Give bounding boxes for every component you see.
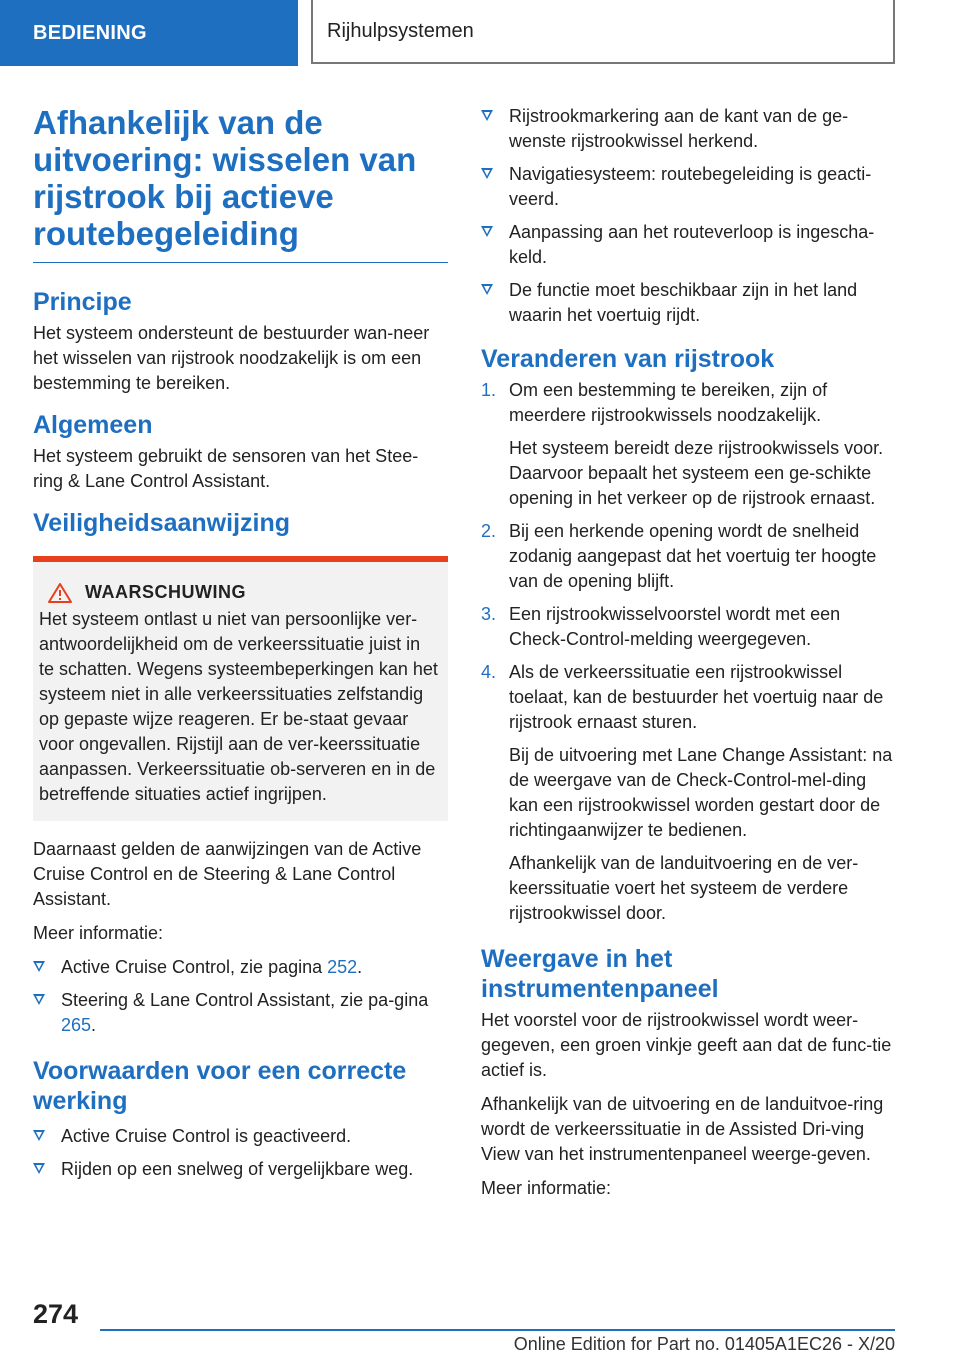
chapter-title[interactable]: Rijhulpsystemen bbox=[311, 0, 895, 64]
triangle-bullet-icon bbox=[481, 168, 493, 179]
weergave-heading: Weergave in het instrumentenpaneel bbox=[481, 945, 719, 1003]
list-item: Rijden op een snelweg of vergelijkbare weg. bbox=[33, 1157, 448, 1182]
voorwaarden-list bbox=[33, 1124, 448, 1182]
triangle-bullet-icon bbox=[481, 226, 493, 237]
step-item: 1. Om een bestemming te bereiken, zijn of meerdere rijstrookwissels noodzakelijk. Het systeem bereidt deze rijstrookwissels voor. Daarvoor bepaalt het systeem een ge-schikte opening in het verkeer op de rijstrook ernaast. bbox=[481, 380, 884, 508]
warning-box bbox=[33, 556, 448, 821]
veranderen-heading: Veranderen van rijstrook bbox=[481, 345, 775, 373]
meer-informatie-label: Meer informatie: bbox=[33, 923, 164, 943]
list-item: Rijstrookmarkering aan de kant van de ge-wenste rijstrookwissel herkend. bbox=[481, 104, 896, 154]
step-item: 4. Als de verkeerssituatie een rijstrookwissel toelaat, kan de bestuurder het voertuig naar de rijstrook ernaast sturen. Bij de uitvoering met Lane Change Assistant: na de weergave van de Check-Control-mel-ding kan een rijstrookwissel worden gestart door de richtingaanwijzer te bedienen. Afhankelijk van de landuitvoering en de ver-keerssituatie voert het systeem de verdere rijstrookwissel door. bbox=[481, 662, 893, 923]
edition-footer: Online Edition for Part no. 01405A1EC26 - X/20 bbox=[513, 1334, 895, 1354]
algemeen-text: Het systeem gebruikt de sensoren van het Stee-ring & Lane Control Assistant. bbox=[33, 446, 419, 491]
left-column bbox=[33, 104, 448, 1194]
triangle-bullet-icon bbox=[33, 1130, 45, 1141]
triangle-bullet-icon bbox=[33, 994, 45, 1005]
page-title: Afhankelijk van de uitvoering: wisselen van rijstrook bij actieve routebegeleiding bbox=[33, 104, 448, 263]
step-number: 4. bbox=[481, 662, 497, 682]
meer-informatie-label: Meer informatie: bbox=[481, 1178, 612, 1198]
page-link-265[interactable]: 265 bbox=[61, 1015, 92, 1035]
algemeen-section bbox=[33, 410, 448, 494]
right-column bbox=[481, 104, 896, 1210]
section-tab[interactable]: BEDIENING bbox=[0, 0, 298, 66]
warning-triangle-icon bbox=[47, 582, 73, 604]
principe-text: Het systeem ondersteunt de bestuurder wan-neer het wisselen van rijstrook noodzakelijk is om een bestemming te bereiken. bbox=[33, 323, 430, 393]
step-number: 1. bbox=[481, 380, 497, 400]
principe-heading: Principe bbox=[33, 288, 132, 316]
triangle-bullet-icon bbox=[481, 284, 493, 295]
list-item: De functie moet beschikbaar zijn in het land waarin het voertuig rijdt. bbox=[481, 278, 896, 328]
list-item: Navigatiesysteem: routebegeleiding is geacti-veerd. bbox=[481, 162, 896, 212]
step-item: 2. Bij een herkende opening wordt de snelheid zodanig aangepast dat het voertuig ter hoogte van de opening blijft. bbox=[481, 521, 877, 591]
list-item: Steering & Lane Control Assistant, zie pa-gina 265. bbox=[33, 988, 448, 1038]
page-link-252[interactable]: 252 bbox=[327, 957, 358, 977]
warning-text: Het systeem ontlast u niet van persoonlijke ver-antwoordelijkheid om de verkeerssituatie juist in te schatten. Wegens systeembeperkingen kan het systeem niet in alle verkeerssituaties zelfstandig op gepaste wijze reageren. Er be-staat gevaar voor ongevallen. Rijstijl aan de ver-keerssituatie aanpassen. Verkeerssituatie ob-serveren en in de betreffende situaties actief ingrijpen. bbox=[39, 609, 438, 804]
triangle-bullet-icon bbox=[481, 110, 493, 121]
page-number: 274 bbox=[33, 1299, 79, 1329]
reference-list bbox=[33, 955, 448, 1038]
weergave-text-1: Het voorstel voor de rijstrookwissel wordt weer-gegeven, een groen vinkje geeft aan dat de func-tie actief is. bbox=[481, 1010, 892, 1080]
step-item: 3. Een rijstrookwisselvoorstel wordt met een Check-Control-melding weergegeven. bbox=[481, 604, 841, 649]
voorwaarden-heading: Voorwaarden voor een correcte werking bbox=[33, 1057, 407, 1115]
veiligheid-heading: Veiligheidsaanwijzing bbox=[33, 509, 291, 537]
principe-section bbox=[33, 287, 448, 396]
triangle-bullet-icon bbox=[33, 1163, 45, 1174]
footer-divider bbox=[100, 1329, 895, 1331]
step-number: 3. bbox=[481, 604, 497, 624]
page-header bbox=[0, 0, 960, 66]
steps-list bbox=[481, 378, 896, 926]
list-item: Active Cruise Control, zie pagina 252. bbox=[33, 955, 448, 980]
daarnaast-text: Daarnaast gelden de aanwijzingen van de Active Cruise Control en de Steering & Lane Control Assistant. bbox=[33, 839, 422, 909]
list-item: Active Cruise Control is geactiveerd. bbox=[33, 1124, 448, 1149]
warning-label: WAARSCHUWING bbox=[85, 582, 246, 602]
list-item: Aanpassing aan het routeverloop is ingescha-keld. bbox=[481, 220, 896, 270]
weergave-text-2: Afhankelijk van de uitvoering en de landuitvoe-ring wordt de verkeerssituatie in de Assisted Dri-ving View van het instrumentenpaneel weerge-geven. bbox=[481, 1094, 884, 1164]
algemeen-heading: Algemeen bbox=[33, 411, 153, 439]
voorwaarden-list-continued bbox=[481, 104, 896, 328]
step-number: 2. bbox=[481, 521, 497, 541]
triangle-bullet-icon bbox=[33, 961, 45, 972]
warning-header bbox=[39, 580, 440, 605]
